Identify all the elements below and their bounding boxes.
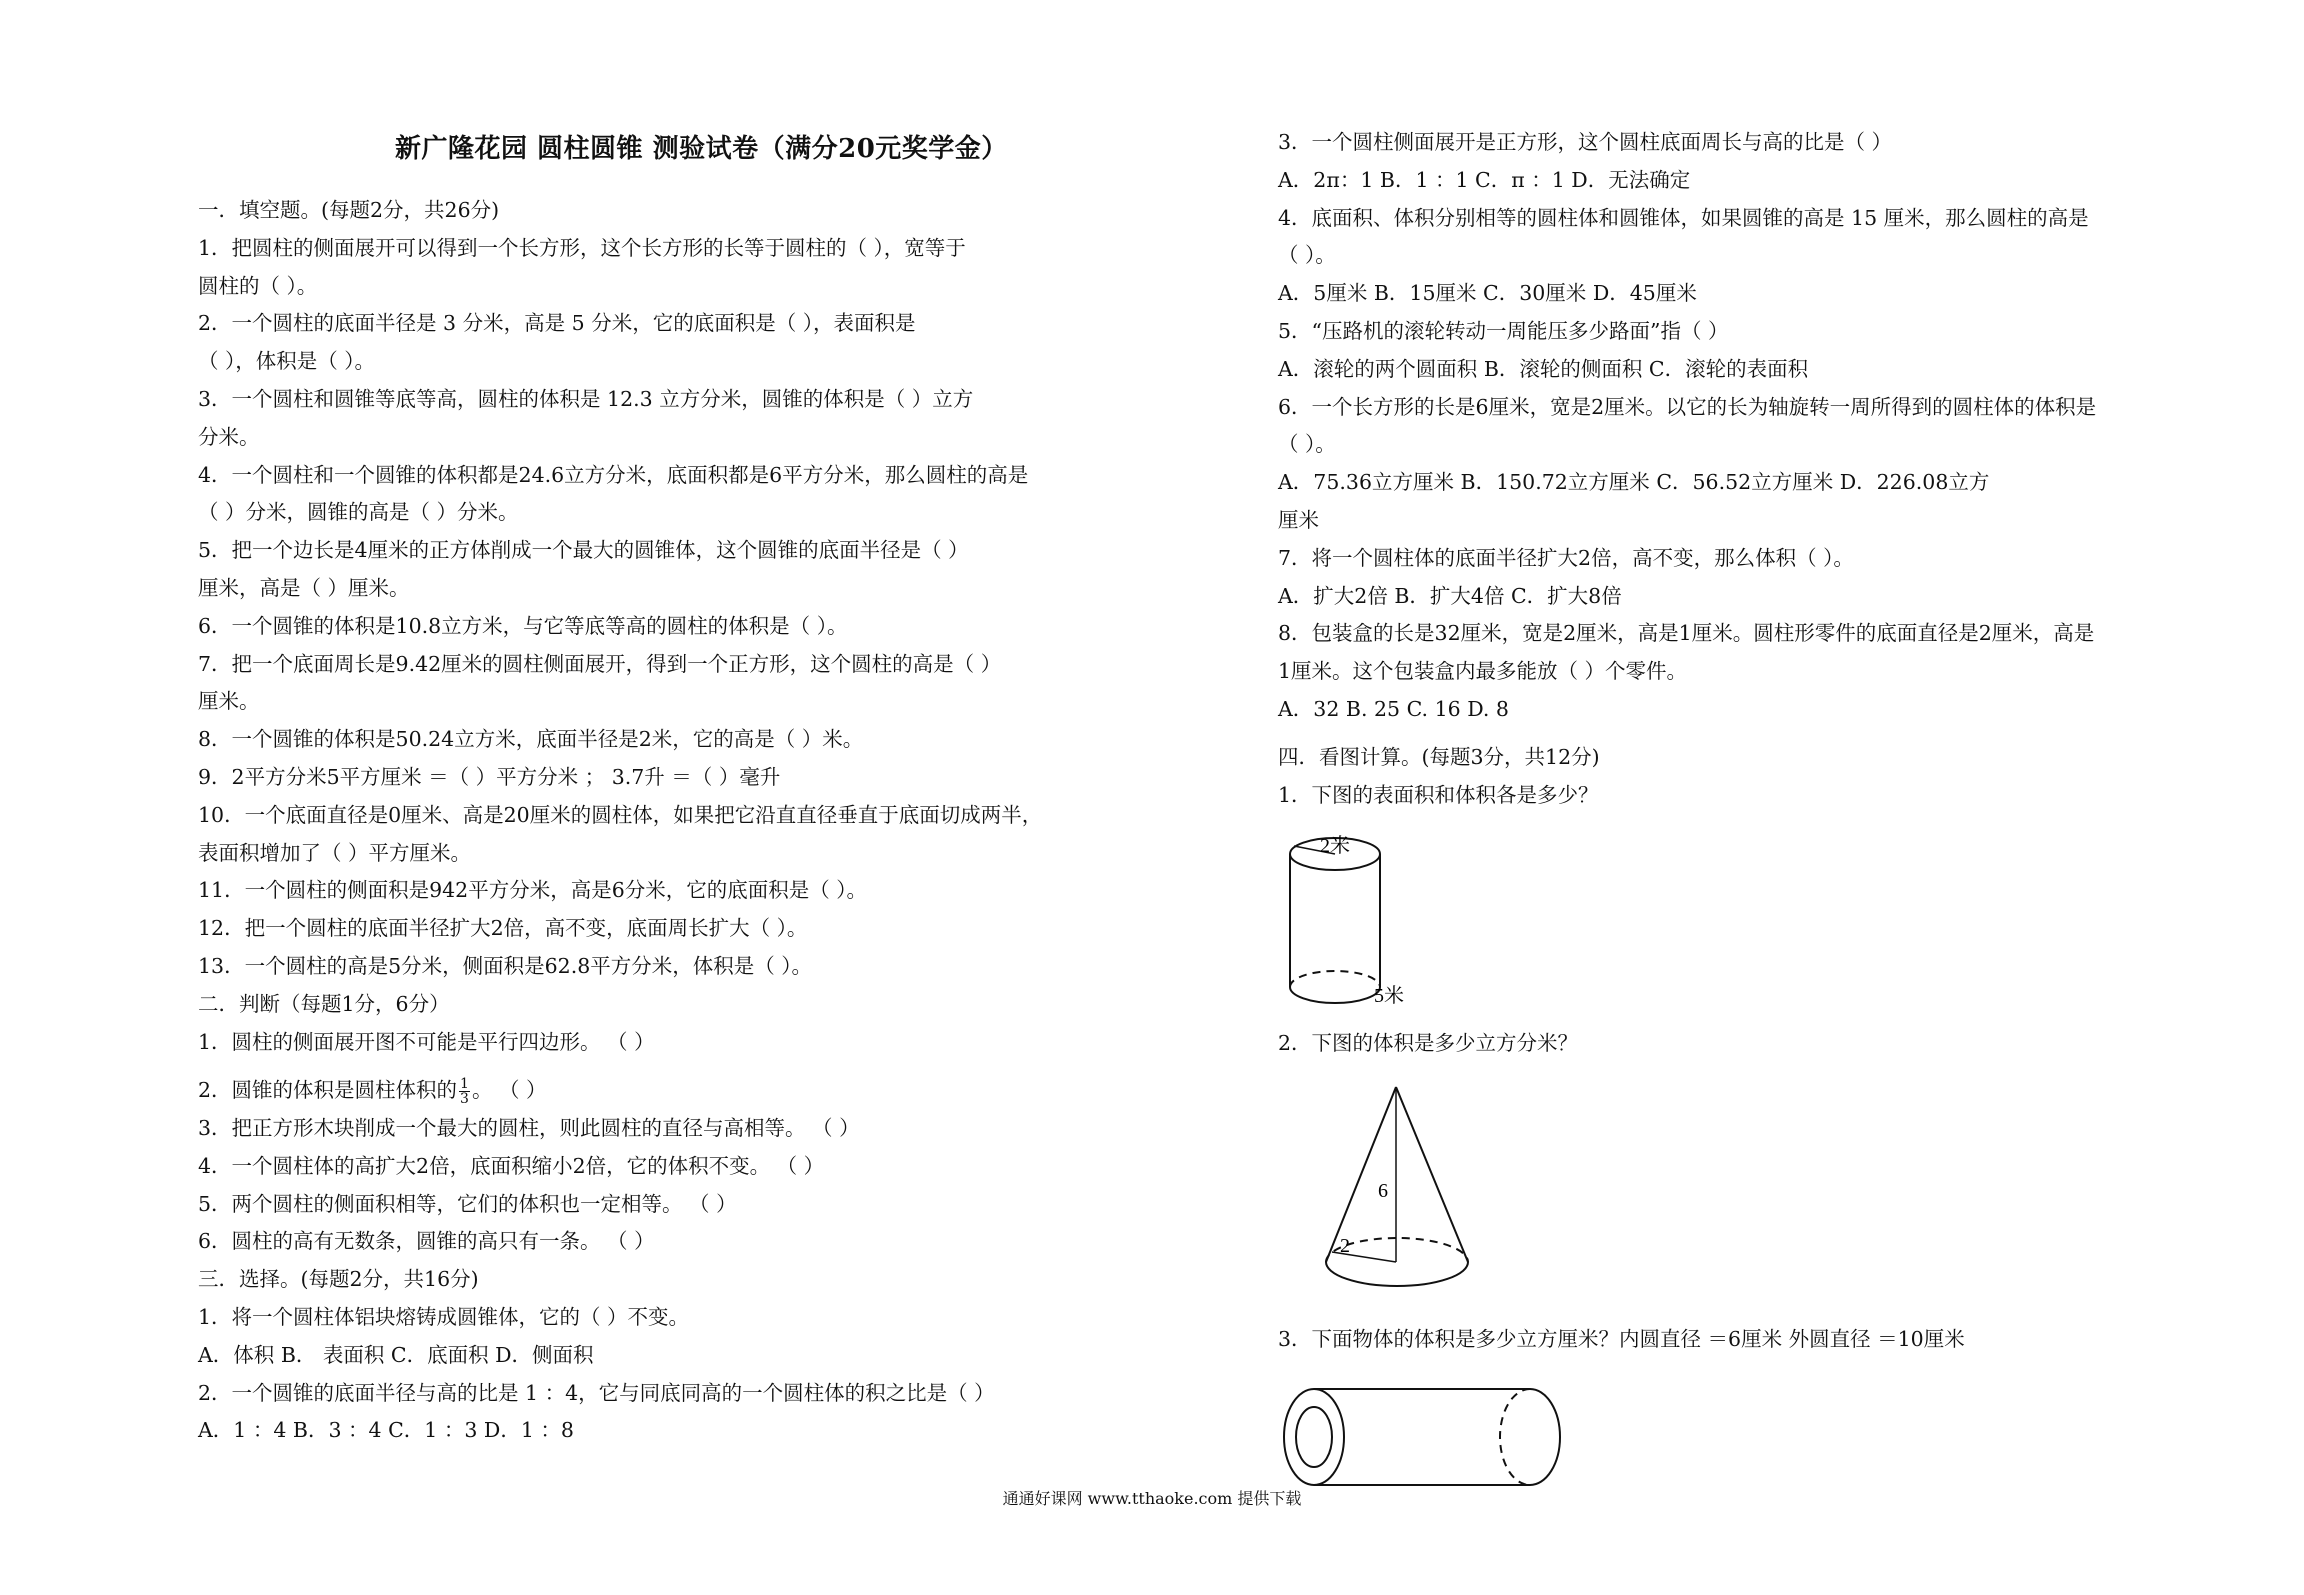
left-line: 6．一个圆锥的体积是10.8立方米，与它等底等高的圆柱的体积是（ ）。	[198, 613, 848, 638]
tube-inner-circle	[1296, 1407, 1332, 1467]
left-line: 12．把一个圆柱的底面半径扩大2倍，高不变，底面周长扩大（ ）。	[198, 916, 808, 941]
left-line: 5．把一个边长是4厘米的正方体削成一个最大的圆锥体，这个圆锥的底面半径是（ ）	[198, 538, 969, 563]
right-line: 4．底面积、体积分别相等的圆柱体和圆锥体，如果圆锥的高是 15 厘米，那么圆柱的高是	[1278, 205, 2089, 230]
judge-item-2	[198, 1077, 547, 1106]
right-line: 3．一个圆柱侧面展开是正方形，这个圆柱底面周长与高的比是（ ）	[1278, 130, 1893, 154]
right-line: 5．“压路机的滚轮转动一周能压多少路面”指（ ）	[1278, 319, 1729, 343]
right-line: 6．一个长方形的长是6厘米，宽是2厘米。以它的长为轴旋转一周所得到的圆柱体的体积是	[1278, 394, 2097, 419]
left-line: 4．一个圆柱和一个圆锥的体积都是24.6立方分米，底面积都是6平方分米，那么圆柱的高是	[198, 462, 1029, 487]
figure-question-3: 3．下面物体的体积是多少立方厘米？内圆直径 ＝6厘米 外圆直径 ＝10厘米	[1278, 1327, 1965, 1351]
cylinder-bottom-front	[1290, 987, 1380, 1003]
left-line: 圆柱的（ ）。	[198, 273, 318, 298]
left-line: 2．一个圆柱的底面半径是 3 分米，高是 5 分米，它的底面积是（ ），表面积是	[198, 311, 916, 336]
footer: 通通好课网 www.tthaoke.com 提供下载	[1002, 1489, 1302, 1508]
left-line: 厘米。	[198, 689, 260, 714]
right-line: A．滚轮的两个圆面积 B．滚轮的侧面积 C．滚轮的表面积	[1278, 356, 1809, 381]
cone-figure	[1320, 1082, 1480, 1292]
tube-figure	[1280, 1385, 1570, 1495]
left-line: （ ），体积是（ ）。	[198, 349, 376, 374]
figure-question-2: 2．下图的体积是多少立方分米？	[1278, 1031, 1579, 1055]
right-line: A．32 B. 25 C. 16 D. 8	[1278, 697, 1509, 721]
left-line: 5．两个圆柱的侧面积相等，它们的体积也一定相等。 （ ）	[198, 1191, 737, 1216]
left-line: 分米。	[198, 424, 260, 449]
left-line: 一．填空题。(每题2分，共26分)	[198, 198, 500, 222]
cone-radius-label: 2	[1340, 1235, 1350, 1257]
left-line: A．体积 B． 表面积 C．底面积 D．侧面积	[198, 1342, 594, 1367]
cylinder-figure	[1280, 832, 1420, 1012]
left-line: 4．一个圆柱体的高扩大2倍，底面积缩小2倍，它的体积不变。 （ ）	[198, 1153, 825, 1178]
left-line: 三．选择。(每题2分，共16分)	[198, 1267, 479, 1292]
left-line: 9．2平方分米5平方厘米 ＝（ ）平方分米 ； 3.7升 ＝（ ）毫升	[198, 765, 781, 789]
right-line: A．2π：1 B．1 ：1 C．π ：1 D．无法确定	[1278, 167, 1691, 192]
cone-left-slant	[1326, 1087, 1396, 1262]
left-line: 7．把一个底面周长是9.42厘米的圆柱侧面展开，得到一个正方形，这个圆柱的高是（ ）	[198, 651, 1002, 676]
cone-base-front	[1326, 1262, 1468, 1286]
right-line: 8．包装盒的长是32厘米，宽是2厘米，高是1厘米。圆柱形零件的底面直径是2厘米，高是	[1278, 621, 2095, 646]
left-line: 1．将一个圆柱体铝块熔铸成圆锥体，它的（ ）不变。	[198, 1305, 690, 1329]
left-line: 3．把正方形木块削成一个最大的圆柱，则此圆柱的直径与高相等。 （ ）	[198, 1116, 860, 1140]
left-line: （ ）分米，圆锥的高是（ ）分米。	[198, 500, 519, 525]
right-line: A．5厘米 B．15厘米 C．30厘米 D．45厘米	[1278, 281, 1697, 306]
judge-item-2-tail: 。 （ ）	[471, 1078, 547, 1102]
cylinder-radius-label: 2米	[1320, 835, 1350, 857]
left-line: 8．一个圆锥的体积是50.24立方米，底面半径是2米，它的高是（ ）米。	[198, 727, 864, 752]
left-line: 6．圆柱的高有无数条，圆锥的高只有一条。 （ ）	[198, 1229, 655, 1254]
judge-item-2-text: 2．圆锥的体积是圆柱体积的	[198, 1078, 458, 1102]
left-line: 13．一个圆柱的高是5分米，侧面积是62.8平方分米，体积是（ ）。	[198, 954, 813, 978]
right-line: A．扩大2倍 B．扩大4倍 C．扩大8倍	[1278, 583, 1622, 608]
fraction-numerator: 1	[460, 1076, 469, 1092]
fraction	[459, 1077, 470, 1106]
left-line: 1．把圆柱的侧面展开可以得到一个长方形，这个长方形的长等于圆柱的（ ），宽等于	[198, 235, 966, 260]
right-line: 四．看图计算。(每题3分，共12分)	[1278, 744, 1600, 769]
left-line: 厘米，高是（ ）厘米。	[198, 576, 410, 600]
right-line: 1．下图的表面积和体积各是多少？	[1278, 782, 1599, 807]
right-line: 1厘米。这个包装盒内最多能放（ ）个零件。	[1278, 659, 1688, 684]
cone-height-label: 6	[1378, 1180, 1388, 1202]
right-line: 7．将一个圆柱体的底面半径扩大2倍，高不变，那么体积（ ）。	[1278, 545, 1854, 570]
tube-outer-left-end	[1284, 1389, 1344, 1485]
left-line: 二．判断（每题1分，6分）	[198, 991, 450, 1016]
left-line: 2．一个圆锥的底面半径与高的比是 1 ：4，它与同底同高的一个圆柱体的积之比是（ ）	[198, 1380, 995, 1405]
cylinder-bottom-back	[1290, 971, 1380, 987]
tube-right-end-front	[1530, 1389, 1560, 1485]
fraction-denominator: 3	[460, 1091, 469, 1107]
left-line: A．1 ：4 B．3 ：4 C．1 ：3 D．1 ：8	[198, 1418, 574, 1443]
cone-right-slant	[1396, 1087, 1468, 1262]
left-line: 10．一个底面直径是0厘米、高是20厘米的圆柱体，如果把它沿直直径垂直于底面切成两半，	[198, 802, 1043, 827]
right-line: 厘米	[1278, 508, 1319, 532]
left-line: 11．一个圆柱的侧面积是942平方分米，高是6分米，它的底面积是（ ）。	[198, 878, 868, 903]
left-line: 3．一个圆柱和圆锥等底等高，圆柱的体积是 12.3 立方分米，圆锥的体积是（ ）立方	[198, 387, 974, 411]
right-line: （ ）。	[1278, 243, 1336, 268]
left-line: 表面积增加了（ ）平方厘米。	[198, 840, 472, 865]
tube-right-end-back	[1500, 1389, 1530, 1485]
right-line: A．75.36立方厘米 B．150.72立方厘米 C．56.52立方厘米 D．226.08立方	[1278, 470, 1990, 495]
cylinder-height-label: 5米	[1374, 985, 1404, 1007]
right-line: （ ）。	[1278, 432, 1336, 457]
left-line: 1．圆柱的侧面展开图不可能是平行四边形。 （ ）	[198, 1029, 655, 1054]
page-title: 新广隆花园 圆柱圆锥 测验试卷（满分20元奖学金）	[395, 134, 1008, 164]
